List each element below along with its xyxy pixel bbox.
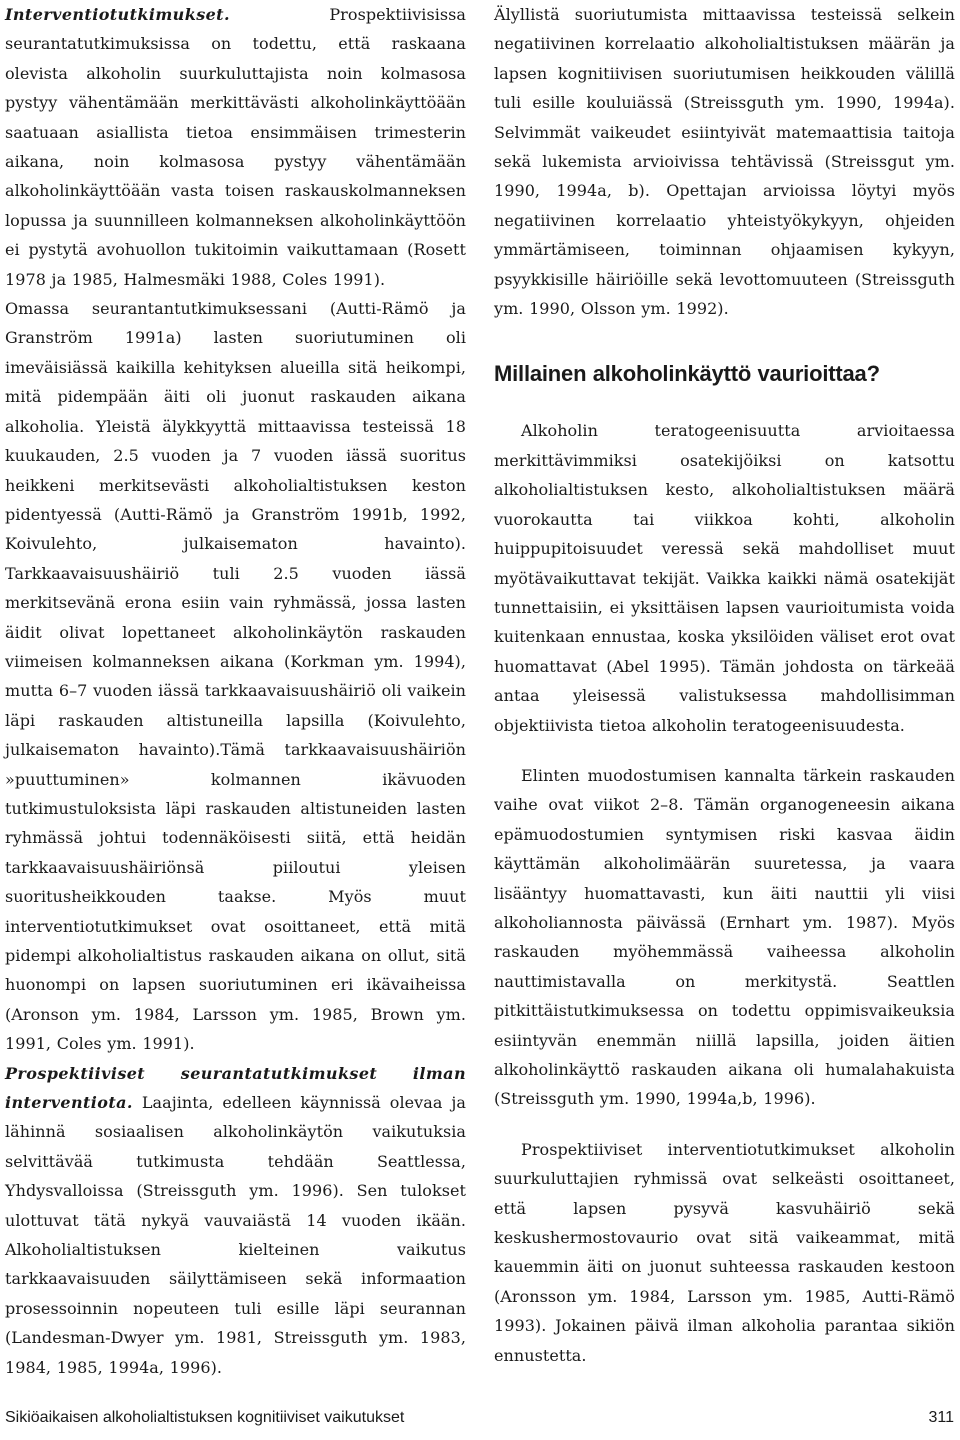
paragraph-text: Prospektiivisissa seurantatutkimuksissa on todettu, että raskaana olevista alkoholin suurkuluttajista noin kolmasosa pystyy vähentämään merkittävästi alkoholinkäyttöään saatuaan asiallista tietoa ensimmäisen trimesterin aikana, noin kolmasosa pystyy vähentämään alkoholinkäyttöään vasta toisen raskauskolmanneksen lopussa ja suunnilleen kolmanneksen alkoholinkäyttöön ei pystytä avohuollon tukitoimin vaikuttamaan (Rosett 1978 ja 1985, Halmesmäki 1988, Coles 1991). (5, 5, 466, 289)
paragraph-interventiotutkimukset (5, 0, 466, 294)
right-column (494, 0, 955, 1370)
section-heading: Millainen alkoholinkäyttö vaurioittaa? (494, 361, 880, 387)
paragraph-lead: Prospektiiviset seurantatutkimukset ilman interventiota. (5, 1063, 466, 1113)
paragraph-prospektiiviset-ilman-interventiota (5, 1059, 466, 1382)
left-column (5, 0, 466, 1382)
paragraph-text: Laajinta, edelleen käynnissä olevaa ja lähinnä sosiaalisen alkoholinkäytön vaikutuksia selvittävää tutkimusta tehdään Seattlessa, Yhdysvalloissa (Streissguth ym. 1996). Sen tulokset ulottuvat tätä nykyä vauvaiästä 14 vuoden ikään. Alkoholialtistuksen kielteinen vaikutus tarkkaavaisuuden säilyttämiseen sekä informaation prosessoinnin nopeuteen tuli esille läpi seurannan (Landesman-Dwyer ym. 1981, Streissguth ym. 1983, 1984, 1985, 1994a, 1996). (5, 1093, 466, 1377)
page-number: 311 (928, 1409, 954, 1426)
paragraph-prospektiiviset-interventiotutkimukset: Prospektiiviset interventiotutkimukset alkoholin suurkuluttajien ryhmissä ovat selkeästi osoittaneet, että lapsen pysyvä kasvuhäiriö sekä keskushermostovaurio ovat sitä vaikeammat, mitä kauemmin äiti on juonut suhteessa raskauden kestoon (Aronsson ym. 1984, Larsson ym. 1985, Autti-Rämö 1993). Jokainen päivä ilman alkoholia parantaa sikiön ennustetta. (494, 1139, 955, 1365)
paragraph-continuation: Älyllistä suoriutumista mittaavissa testeissä selkein negatiivinen korrelaatio alkoholialtistuksen määrän ja lapsen kognitiivisen suoriutumisen heikkouden välillä tuli esille kouluiässä (Streissguth ym. 1990, 1994a). Selvimmät vaikeudet esiintyivät matemaattisia taitoja sekä lukemista arvioivissa tehtävissä (Streissgut ym. 1990, 1994a, b). Opettajan arvioissa löytyi myös negatiivinen korrelaatio yhteistyökykyyn, ohjeiden ymmärtämiseen, toiminnan ohjaamisen kykyyn, psyykkisille häiriöille sekä levottomuuteen (Streissguth ym. 1990, Olsson ym. 1992). (494, 5, 955, 319)
paragraph-lead: Interventiotutkimukset. (5, 5, 230, 24)
running-footer-title: Sikiöaikaisen alkoholialtistuksen kognitiiviset vaikutukset (5, 1409, 405, 1426)
paragraph-elinten-muodostuminen: Elinten muodostumisen kannalta tärkein raskauden vaihe ovat viikot 2–8. Tämän organogeneesin aikana epämuodostumien syntymisen riski kasvaa äidin käyttämän alkoholimäärän suuretessa, ja vaara lisääntyy huomattavasti, kun äiti nauttii yli viisi alkoholiannosta päivässä (Ernhart ym. 1987). Myös raskauden myöhemmässä vaiheessa alkoholin nauttimistavalla on merkitystä. Seattlen pitkittäistutkimuksessa on todettu oppimisvaikeuksia esiintyvän enemmän niillä lapsilla, joiden äitien alkoholinkäyttö raskauden aikana oli humalahakuista (Streissguth ym. 1990, 1994a,b, 1996). (494, 765, 955, 1109)
paragraph-teratogeenisuus: Alkoholin teratogeenisuutta arvioitaessa merkittävimmiksi osatekijöiksi on katsottu alkoholialtistuksen kesto, alkoholialtistuksen määrä vuorokautta tai viikkoa kohti, alkoholin huippupitoisuudet veressä sekä mahdolliset muut myötävaikuttavat tekijät. Vaikka kaikki nämä osatekijät tunnettaisiin, ei yksittäisen lapsen vaurioitumista voida kuitenkaan ennustaa, koska yksilöiden väliset erot ovat huomattavat (Abel 1995). Tämän johdosta on tärkeää antaa yleisessä valistuksessa mahdollisimman objektiivista tietoa alkoholin teratogeenisuudesta. (494, 421, 955, 735)
paragraph-omassa-seurantatutkimuksessani: Omassa seurantantutkimuksessani (Autti-Rämö ja Granström 1991a) lasten suoriutuminen oli imeväisiässä kaikilla kehityksen alueilla sitä heikompi, mitä pidempään äiti oli juonut raskauden aikana alkoholia. Yleistä älykkyyttä mittaavissa testeissä 18 kuukauden, 2.5 vuoden ja 7 vuoden iässä suoritus heikkeni merkitsevästi alkoholialtistuksen keston pidentyessä (Autti-Rämö ja Granström 1991b, 1992, Koivulehto, julkaisematon havainto). Tarkkaavaisuushäiriö tuli 2.5 vuoden iässä merkitsevänä erona esiin vain ryhmässä, jossa lasten äidit olivat lopettaneet alkoholinkäytön raskauden viimeisen kolmanneksen aikana (Korkman ym. 1994), mutta 6–7 vuoden iässä tarkkaavaisuushäiriö oli vaikein läpi raskauden altistuneilla lapsilla (Koivulehto, julkaisematon havainto).Tämä tarkkaavaisuushäiriön »puuttuminen» kolmannen ikävuoden tutkimustuloksista läpi raskauden altistuneiden lasten ryhmässä johtui todennäköisesti siitä, että heidän tarkkaavaisuushäiriönsä piiloutui yleisen suoritusheikkouden taakse. Myös muut interventiotutkimukset ovat osoittaneet, että mitä pidempi alkoholialtistus raskauden aikana on ollut, sitä huonompi on lapsen suoriutuminen eri ikävaiheissa (Aronson ym. 1984, Larsson ym. 1985, Brown ym. 1991, Coles ym. 1991). (5, 299, 466, 1054)
